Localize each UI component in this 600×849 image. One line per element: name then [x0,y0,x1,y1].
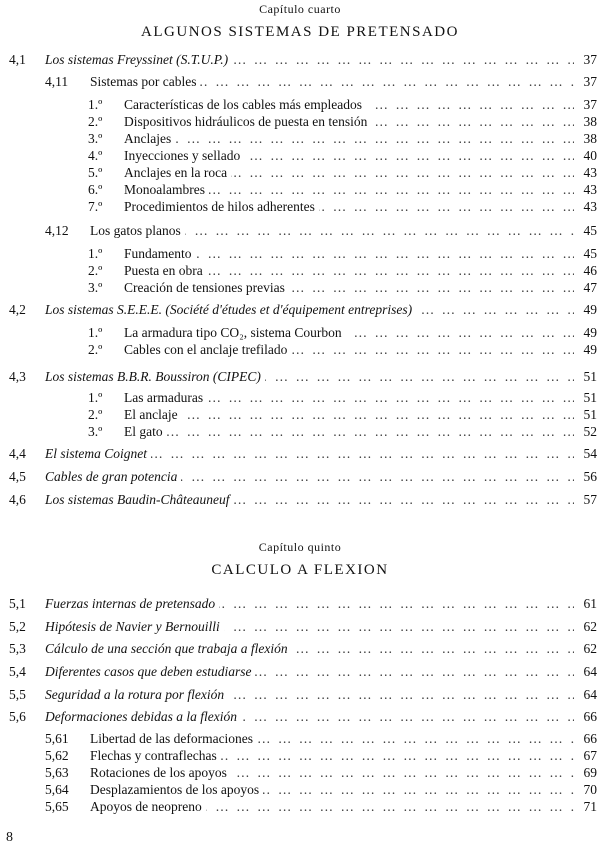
toc-entry[interactable] [0,325,600,341]
entry-page: 43 [583,165,597,180]
entry-page: 61 [583,596,597,611]
entry-number: 2.º [88,114,103,129]
entry-number: 1.º [88,97,103,112]
entry-title: Los sistemas Baudin-Châteauneuf [45,492,234,508]
toc-entry[interactable] [0,280,600,296]
toc-entry[interactable] [0,799,600,815]
entry-number: 5,2 [9,619,26,634]
toc-entry[interactable] [0,131,600,147]
entry-title: Puesta en obra [124,263,207,279]
entry-page: 62 [583,641,597,656]
toc-entry[interactable] [0,469,600,485]
entry-page: 49 [583,342,597,357]
toc-entry[interactable] [0,246,600,262]
entry-number: 4,3 [9,369,26,384]
entry-title: Fundamento [124,246,196,262]
entry-title: Seguridad a la rotura por flexión [45,687,228,703]
toc-entry[interactable] [0,199,600,215]
toc-entry[interactable] [0,492,600,508]
toc-entry[interactable] [0,641,600,657]
dot-leader [124,424,574,440]
entry-number: 5,6 [9,709,26,724]
toc-entry[interactable] [0,182,600,198]
entry-number: 5,3 [9,641,26,656]
entry-title: Los sistemas B.B.R. Boussiron (CIPEC) [45,369,265,385]
dot-leader [124,407,574,423]
entry-number: 3.º [88,131,103,146]
toc-entry[interactable] [0,342,600,358]
entry-title: Los sistemas S.E.E.E. (Société d'études et d'équipement entreprises) [45,302,416,318]
entry-page: 38 [583,114,597,129]
entry-title: Monoalambres [124,182,209,198]
toc-entry[interactable] [0,390,600,406]
entry-number: 4,4 [9,446,26,461]
toc-entry[interactable] [0,74,600,90]
entry-page: 51 [583,369,597,384]
entry-number: 5.º [88,165,103,180]
entry-number: 4,1 [9,52,26,67]
entry-page: 45 [583,223,597,238]
chapter4-title: ALGUNOS SISTEMAS DE PRETENSADO [141,24,459,40]
entry-number: 5,61 [45,731,69,746]
toc-entry[interactable] [0,424,600,440]
entry-page: 66 [583,709,597,724]
entry-page: 37 [583,74,597,89]
page-number: 8 [6,830,13,845]
toc-entry[interactable] [0,148,600,164]
dot-leader [124,131,574,147]
entry-page: 57 [583,492,597,507]
entry-page: 64 [583,687,597,702]
entry-page: 70 [583,782,597,797]
entry-title: Flechas y contraflechas [90,748,221,764]
entry-title: Diferentes casos que deben estudiarse [45,664,255,680]
entry-number: 3.º [88,280,103,295]
entry-page: 38 [583,131,597,146]
entry-page: 69 [583,765,597,780]
entry-title: Cables con el anclaje trefilado [124,342,291,358]
entry-number: 5,1 [9,596,26,611]
entry-page: 66 [583,731,597,746]
entry-title: Características de los cables más empleados [124,97,366,113]
entry-title: Los sistemas Freyssinet (S.T.U.P.) [45,52,232,68]
entry-title: Deformaciones debidas a la flexión [45,709,241,725]
entry-title: Procedimientos de hilos adherentes [124,199,319,215]
entry-title: Inyecciones y sellado [124,148,244,164]
entry-number: 4,2 [9,302,26,317]
entry-number: 5,63 [45,765,69,780]
entry-title: Anclajes en la roca [124,165,231,181]
entry-page: 52 [583,424,597,439]
entry-page: 37 [583,52,597,67]
entry-title: Rotaciones de los apoyos [90,765,231,781]
toc-entry[interactable] [0,223,600,239]
entry-number: 5,4 [9,664,26,679]
entry-number: 4,6 [9,492,26,507]
toc-entry[interactable] [0,709,600,725]
entry-number: 2.º [88,342,103,357]
toc-entry[interactable] [0,263,600,279]
entry-page: 51 [583,390,597,405]
entry-number: 1.º [88,325,103,340]
entry-page: 46 [583,263,597,278]
entry-title: Fuerzas internas de pretensado [45,596,219,612]
entry-number: 4,11 [45,74,69,89]
entry-number: 1.º [88,390,103,405]
entry-number: 1.º [88,246,103,261]
entry-page: 37 [583,97,597,112]
toc-entry[interactable] [0,302,600,318]
entry-page: 56 [583,469,597,484]
entry-title: Libertad de las deformaciones [90,731,257,747]
toc-entry[interactable] [0,52,600,68]
entry-number: 5,62 [45,748,69,763]
toc-entry[interactable] [0,619,600,635]
entry-title: Dispositivos hidráulicos de puesta en tensión [124,114,371,130]
entry-number: 5,64 [45,782,69,797]
entry-title: Los gatos planos [90,223,185,239]
entry-number: 4.º [88,148,103,163]
entry-title: El sistema Coignet [45,446,151,462]
toc-entry[interactable] [0,664,600,680]
entry-title: Creación de tensiones previas [124,280,289,296]
toc-entry[interactable] [0,748,600,764]
toc-entry[interactable] [0,782,600,798]
toc-entry[interactable] [0,765,600,781]
entry-number: 6.º [88,182,103,197]
entry-title: Las armaduras [124,390,207,406]
entry-page: 67 [583,748,597,763]
entry-title: El anclaje [124,407,182,423]
toc-entry[interactable] [0,446,600,462]
entry-number: 4,5 [9,469,26,484]
entry-number: 5,5 [9,687,26,702]
entry-page: 49 [583,325,597,340]
entry-page: 71 [583,799,597,814]
toc-entry[interactable] [0,596,600,612]
entry-page: 62 [583,619,597,634]
entry-title: Cables de gran potencia [45,469,181,485]
toc-entry[interactable] [0,407,600,423]
entry-title: Desplazamientos de los apoyos [90,782,263,798]
entry-number: 5,65 [45,799,69,814]
entry-title: Hipótesis de Navier y Bernouilli [45,619,224,635]
toc-entry[interactable] [0,165,600,181]
entry-page: 54 [583,446,597,461]
entry-number: 4,12 [45,223,69,238]
entry-page: 43 [583,199,597,214]
entry-page: 43 [583,182,597,197]
chapter5-title: CALCULO A FLEXION [211,562,389,578]
toc-entry[interactable] [0,97,600,113]
entry-page: 49 [583,302,597,317]
toc-entry[interactable] [0,369,600,385]
entry-page: 45 [583,246,597,261]
entry-title: El gato [124,424,167,440]
entry-number: 7.º [88,199,103,214]
entry-page: 51 [583,407,597,422]
entry-title: Anclajes [124,131,175,147]
entry-title: Cálculo de una sección que trabaja a flexión [45,641,292,657]
toc-entry[interactable] [0,114,600,130]
toc-entry[interactable] [0,687,600,703]
toc-entry[interactable] [0,731,600,747]
entry-title: Apoyos de neopreno [90,799,206,815]
entry-page: 40 [583,148,597,163]
chapter4-label: Capítulo cuarto [259,2,341,16]
entry-page: 47 [583,280,597,295]
chapter5-label: Capítulo quinto [258,540,342,554]
entry-title: Sistemas por cables [90,74,200,90]
entry-page: 64 [583,664,597,679]
entry-number: 2.º [88,407,103,422]
entry-title: La armadura tipo CO₂, sistema Courbon [124,325,346,341]
entry-number: 2.º [88,263,103,278]
entry-number: 3.º [88,424,103,439]
